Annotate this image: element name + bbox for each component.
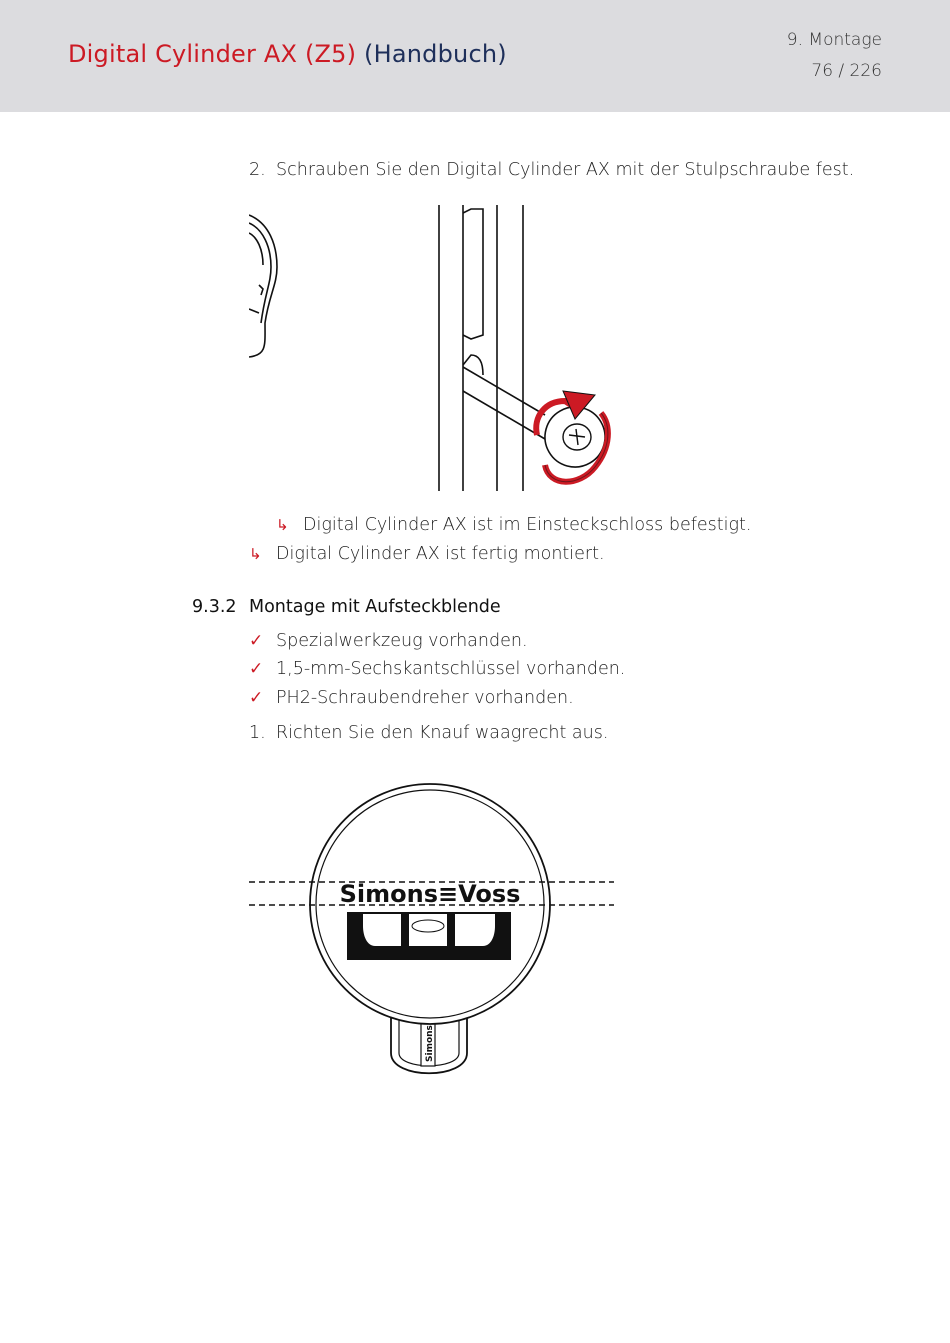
step-number: 2.: [249, 160, 266, 180]
result-1-text: Digital Cylinder AX ist im Einsteckschloss befestigt.: [303, 515, 752, 535]
check-icon: ✓: [249, 631, 264, 651]
knob-logo-text: Simons≡Voss: [339, 880, 521, 908]
section-title: Montage mit Aufsteckblende: [249, 597, 501, 617]
document-title-product: Digital Cylinder AX (Z5): [68, 40, 357, 68]
result-arrow-icon: ↳: [276, 516, 289, 534]
figure-knob-alignment: [249, 768, 614, 1080]
chapter-label: 9. Montage: [786, 30, 882, 50]
prerequisite-2: 1,5-mm-Sechskantschlüssel vorhanden.: [276, 659, 626, 679]
prerequisite-3: PH2-Schraubendreher vorhanden.: [276, 688, 574, 708]
result-2-text: Digital Cylinder AX ist fertig montiert.: [276, 544, 605, 564]
figure-cylinder-screw: [249, 205, 619, 495]
step-2: [249, 160, 266, 180]
document-title: [68, 40, 507, 68]
step-1-text: Richten Sie den Knauf waagrecht aus.: [276, 723, 609, 743]
page-header: [0, 0, 950, 112]
check-icon: ✓: [249, 659, 264, 679]
page-number: 76 / 226: [811, 61, 882, 81]
step-1-number: 1.: [249, 723, 266, 743]
result-arrow-icon: ↳: [249, 545, 262, 563]
document-title-type: (Handbuch): [364, 40, 507, 68]
section-number: 9.3.2: [192, 597, 237, 617]
prerequisite-1: Spezialwerkzeug vorhanden.: [276, 631, 528, 651]
step-2-text: Schrauben Sie den Digital Cylinder AX mit der Stulpschraube fest.: [276, 160, 855, 180]
check-icon: ✓: [249, 688, 264, 708]
stem-logo-text: Simons: [425, 1025, 435, 1062]
